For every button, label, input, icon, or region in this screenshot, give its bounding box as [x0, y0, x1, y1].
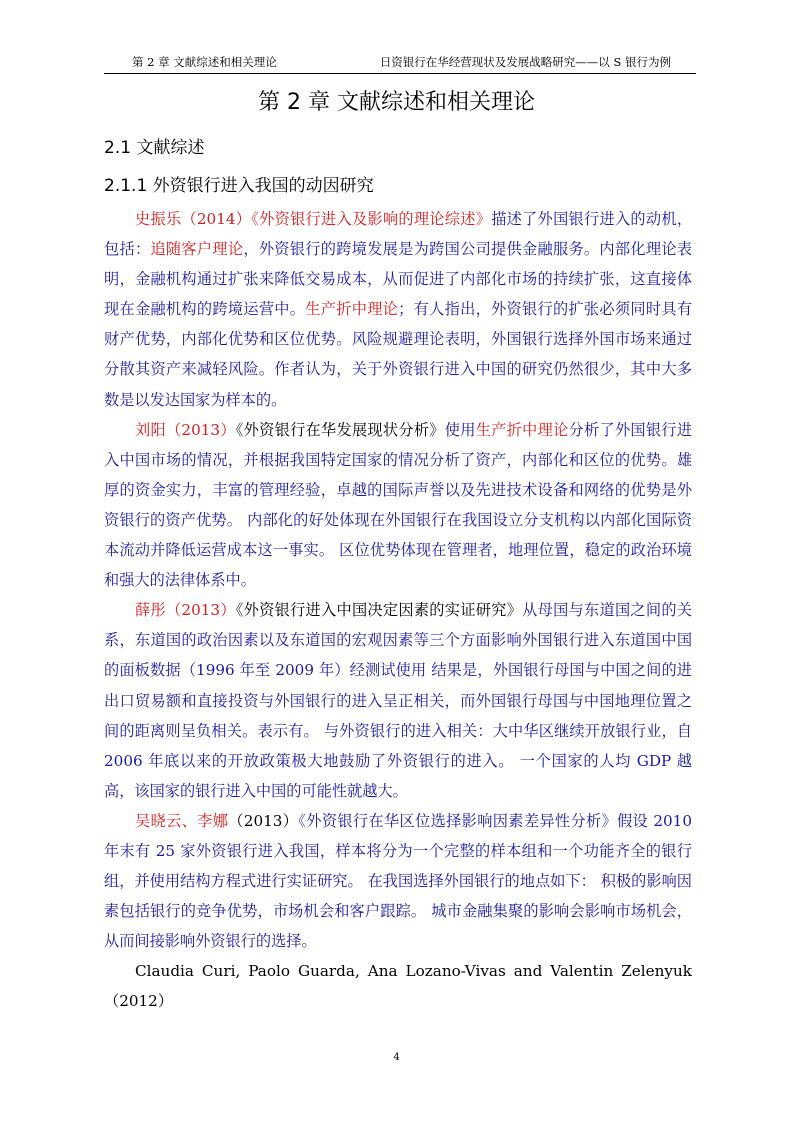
- citation-author: 史振乐（2014）《外资银行进入及影响的理论综述》: [135, 210, 492, 228]
- subsection-heading: 2.1.1 外资银行进入我国的动因研究: [104, 176, 374, 196]
- theory-term: 生产折中理论: [305, 300, 399, 319]
- citation-author: 吴晓云、李娜: [135, 811, 229, 830]
- theory-term: 生产折中理论: [475, 420, 569, 439]
- citation-author: 薛彤（2013）: [135, 601, 236, 620]
- header-rule: [104, 73, 696, 74]
- paragraph-2: [104, 415, 692, 596]
- theory-term: 追随客户理论: [150, 240, 244, 259]
- paragraph-4: [104, 806, 692, 956]
- citation-work: 《外资银行进入中国决定因素的实证研究》: [235, 601, 523, 620]
- paragraph-5: [104, 956, 692, 1016]
- paragraph-text: 使用: [444, 420, 476, 439]
- body-text: [104, 204, 692, 1017]
- paragraph-text: 描述了外国银行进入的动机，包括：: [104, 210, 692, 259]
- citation-author: 刘阳（2013）: [135, 420, 236, 439]
- header-chapter: 第 2 章 文献综述和相关理论: [132, 55, 277, 69]
- paragraph-3: [104, 595, 692, 806]
- paragraph-text: 从母国与东道国之间的关系，东道国的政治因素以及东道国的宏观因素等三个方面影响外国银行进入东道国中国的面板数据（1996 年至 2009 年）经测试使用 结果是，外国银行母国与中国之间的进出口贸易额和直接投资与外国银行的进入呈正相关，而外国银行母国与中国地理位置之间的距离则呈负相关。表示有。 与外资银行的进入相关：大中华区继续开放银行业，自 2006 年底以来的开放政策极大地鼓励了外资银行的进入。 一个国家的人均 GDP 越高，该国家的银行进入中国的可能性就越大。: [104, 601, 692, 800]
- citation-year: （2013）: [228, 811, 299, 830]
- paragraph-text: ；有人指出，外资银行的扩张必须同时具有财产优势，内部化优势和区位优势。风险规避理论表明，外国银行选择外国市场来通过分散其资产来减轻风险。作者认为，关于外资银行进入中国的研究仍然很少，其中大多数是以发达国家为样本的。: [104, 300, 693, 409]
- header-thesis-title: 日资银行在华经营现状及发展战略研究——以 S 银行为例: [379, 55, 671, 69]
- paragraph-text: 分析了外国银行进入中国市场的情况，并根据我国特定国家的情况分析了资产，内部化和区位的优势。雄厚的资金实力，丰富的管理经验，卓越的国际声誉以及先进技术设备和网络的优势是外资银行的资产优势。 内部化的好处体现在外国银行在我国设立分支机构以内部化国际资本流动并降低运营成本这一事实。 区位优势体现在管理者，地理位置，稳定的政治环境和强大的法律体系中。: [104, 420, 692, 590]
- page-number: 4: [393, 1052, 400, 1063]
- running-header: [132, 55, 671, 73]
- paragraph-1: [104, 204, 692, 415]
- paragraph-text: ，外资银行的跨境发展是为跨国公司提供金融服务。内部化理论表明，金融机构通过扩张来降低交易成本，从而促进了内部化市场的持续扩张，这直接体现在金融机构的跨境运营中。: [104, 240, 693, 319]
- citation-work: 《外资银行在华发展现状分析》: [235, 420, 445, 439]
- section-heading: 2.1 文献综述: [104, 138, 205, 158]
- paragraph-text: Claudia Curi, Paolo Guarda, Ana Lozano-Vivas and Valentin Zelenyuk （2012）: [104, 962, 692, 1011]
- paragraph-text: 《外资银行在华区位选择影响因素差异性分析》假设 2010 年末有 25 家外资银行进入我国，样本将分为一个完整的样本组和一个功能齐全的银行组，并使用结构方程式进行实证研究。 在我国选择外国银行的地点如下： 积极的影响因素包括银行的竞争优势，市场机会和客户跟踪。 城市金融集聚的影响会影响市场机会，从而间接影响外资银行的选择。: [104, 811, 693, 951]
- chapter-title: 第 2 章 文献综述和相关理论: [258, 90, 535, 115]
